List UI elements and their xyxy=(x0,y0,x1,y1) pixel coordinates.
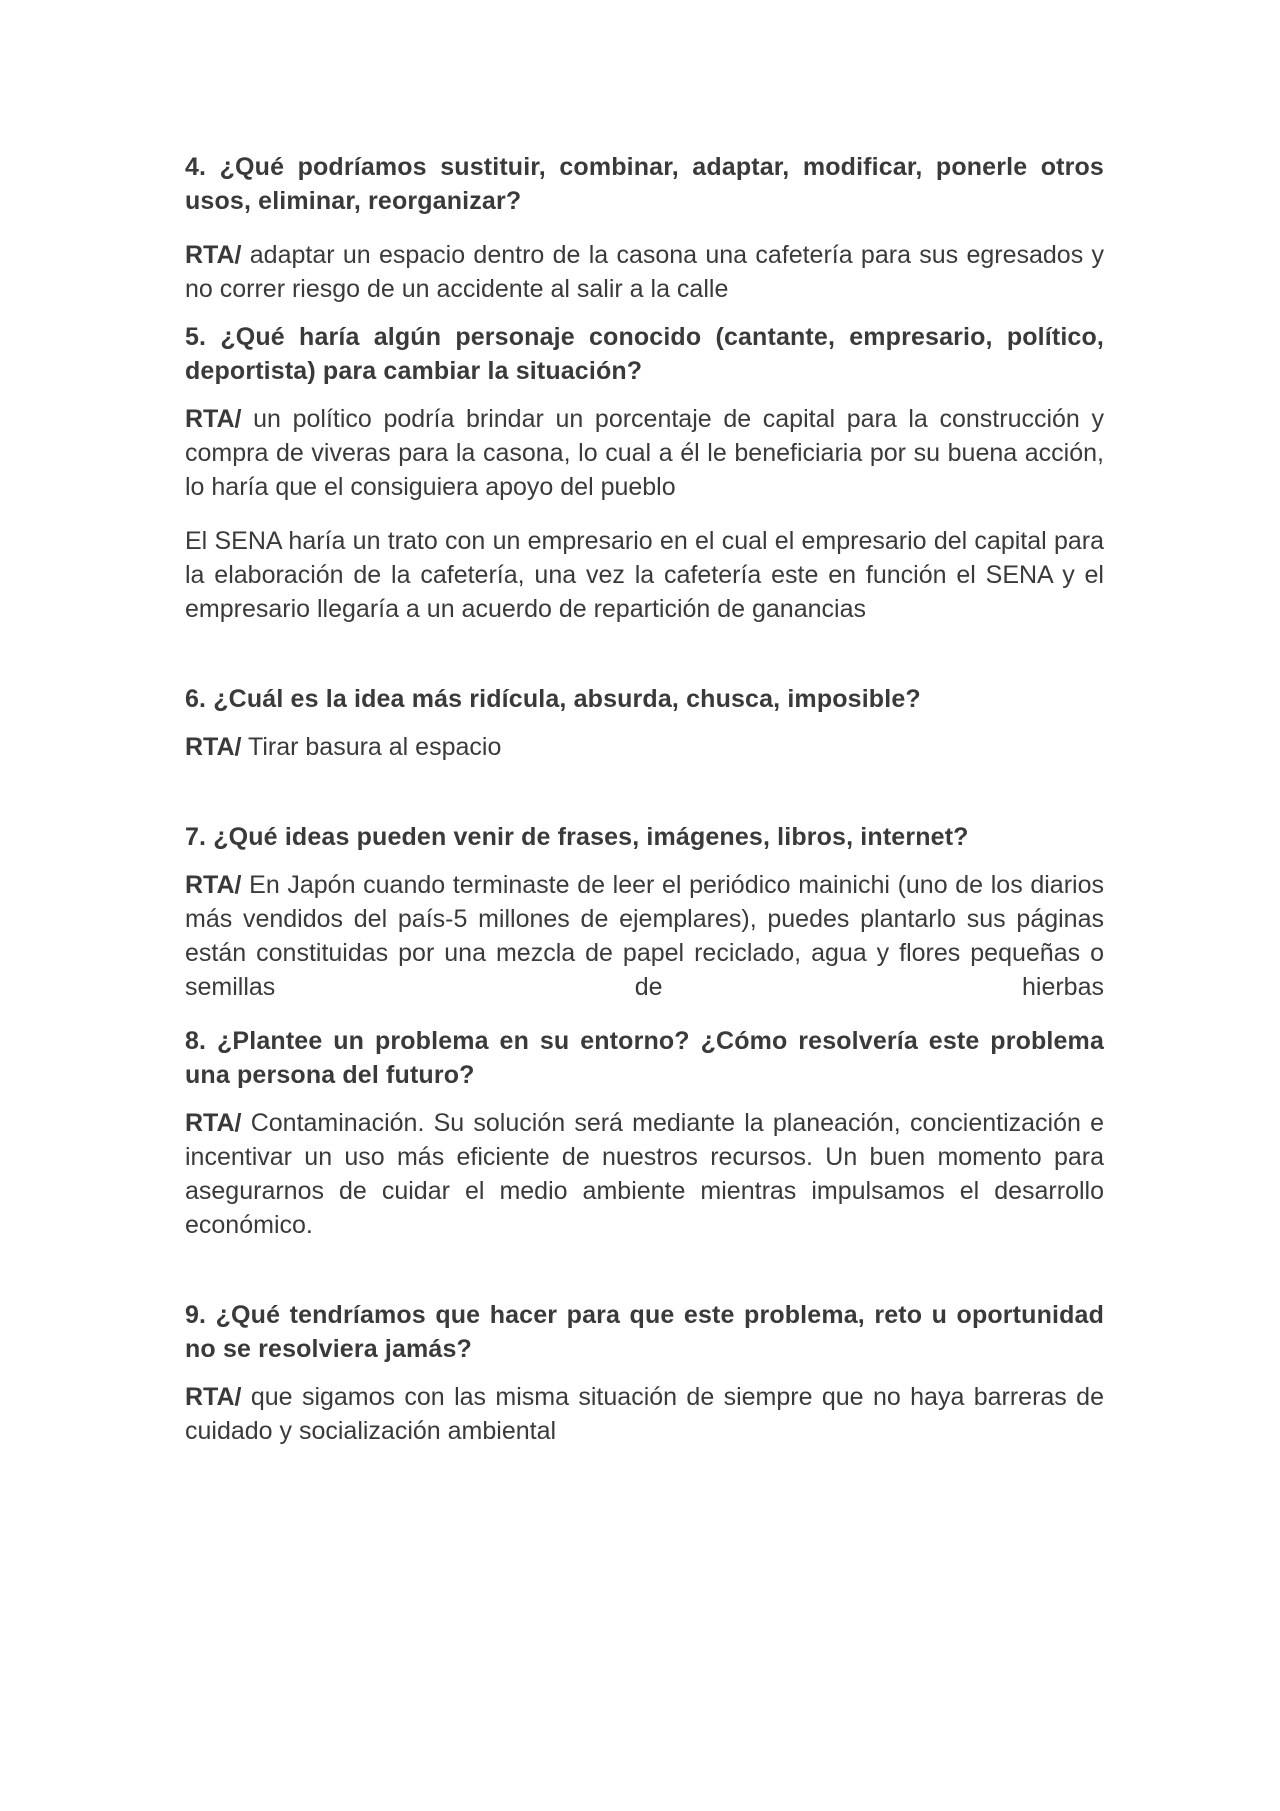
answer-6 xyxy=(185,730,1104,764)
question-5: 5. ¿Qué haría algún personaje conocido (cantante, empresario, político, deportista) para cambiar la situación? xyxy=(185,323,1104,385)
question-8: 8. ¿Plantee un problema en su entorno? ¿Cómo resolvería este problema una persona del futuro? xyxy=(185,1027,1104,1089)
answer-label: RTA/ xyxy=(185,1383,242,1411)
answer-label: RTA/ xyxy=(185,241,242,269)
answer-5-extra: El SENA haría un trato con un empresario en el cual el empresario del capital para la elaboración de la cafetería, una vez la cafetería este en función el SENA y el empresario llegaría a un acuerdo de repartición de ganancias xyxy=(185,527,1104,623)
question-7: 7. ¿Qué ideas pueden venir de frases, imágenes, libros, internet? xyxy=(185,823,969,851)
answer-5-text: un político podría brindar un porcentaje de capital para la construcción y compra de viveras para la casona, lo cual a él le beneficiaria por su buena acción, lo haría que el consiguiera apoyo del pueblo xyxy=(185,405,1104,501)
answer-8-text: Contaminación. Su solución será mediante la planeación, concientización e incentivar un uso más eficiente de nuestros recursos. Un buen momento para asegurarnos de cuidar el medio ambiente mientras impulsamos el desarrollo económico. xyxy=(185,1109,1105,1239)
question-4: 4. ¿Qué podríamos sustituir, combinar, adaptar, modificar, ponerle otros usos, eliminar, reorganizar? xyxy=(185,153,1104,215)
answer-9 xyxy=(185,1380,1104,1448)
answer-8 xyxy=(185,1106,1104,1242)
question-9: 9. ¿Qué tendríamos que hacer para que este problema, reto u oportunidad no se resolviera jamás? xyxy=(185,1301,1104,1363)
answer-4 xyxy=(185,238,1104,306)
answer-4-text: adaptar un espacio dentro de la casona una cafetería para sus egresados y no correr riesgo de un accidente al salir a la calle xyxy=(185,241,1104,303)
question-6: 6. ¿Cuál es la idea más ridícula, absurda, chusca, imposible? xyxy=(185,685,921,713)
answer-label: RTA/ xyxy=(185,871,242,899)
answer-6-text: Tirar basura al espacio xyxy=(247,733,502,761)
answer-label: RTA/ xyxy=(185,1109,242,1137)
answer-label: RTA/ xyxy=(185,405,242,433)
answer-label: RTA/ xyxy=(185,733,242,761)
answer-5 xyxy=(185,402,1104,504)
answer-7-text: En Japón cuando terminaste de leer el periódico mainichi (uno de los diarios más vendidos del país-5 millones de ejemplares), puedes plantarlo sus páginas están constituidas por una mezcla de papel reciclado, agua y flores pequeñas o semillas de hierbas xyxy=(185,871,1104,1001)
answer-9-text: que sigamos con las misma situación de siempre que no haya barreras de cuidado y socialización ambiental xyxy=(185,1383,1104,1445)
answer-7 xyxy=(185,868,1104,1004)
